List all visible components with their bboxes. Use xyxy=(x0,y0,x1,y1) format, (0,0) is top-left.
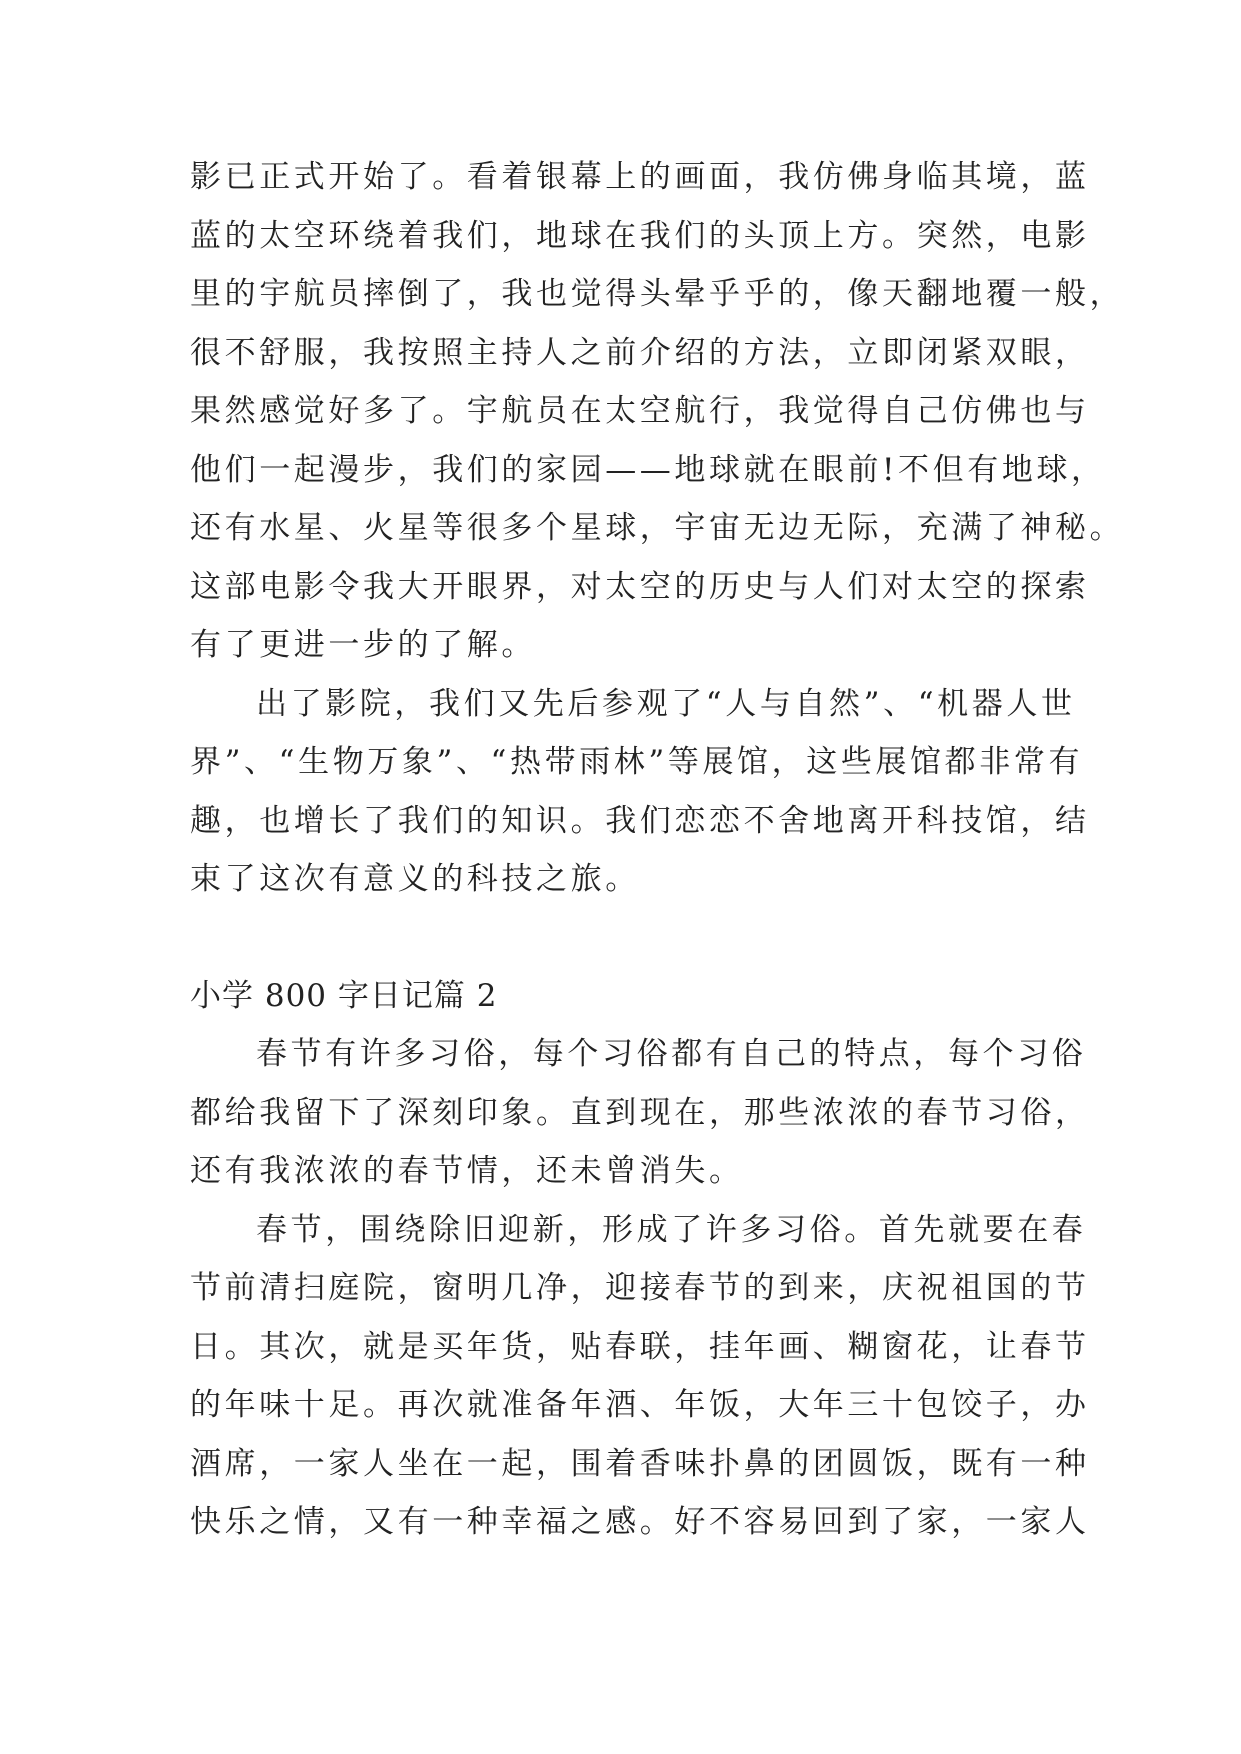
text-line: 趣，也增长了我们的知识。我们恋恋不舍地离开科技馆，结 xyxy=(190,802,1090,839)
text-line: 酒席，一家人坐在一起，围着香味扑鼻的团圆饭，既有一种 xyxy=(190,1445,1090,1482)
text-line: 出了影院，我们又先后参观了“人与自然”、“机器人世 xyxy=(256,685,1076,722)
text-line: 春节有许多习俗，每个习俗都有自己的特点，每个习俗 xyxy=(256,1036,1087,1072)
text-line: 很不舒服，我按照主持人之前介绍的方法，立即闭紧双眼， xyxy=(190,334,1090,371)
text-line: 还有水星、火星等很多个星球，宇宙无边无际，充满了神秘。 xyxy=(190,510,1125,546)
text-line: 里的宇航员摔倒了，我也觉得头晕乎乎的，像天翻地覆一般， xyxy=(190,276,1125,312)
section-gap xyxy=(190,909,1070,967)
paragraph-exhibitions xyxy=(190,675,1090,909)
text-line: 果然感觉好多了。宇航员在太空航行，我觉得自己仿佛也与 xyxy=(190,393,1090,429)
text-line: 他们一起漫步，我们的家园——地球就在眼前!不但有地球， xyxy=(190,451,1106,488)
text-line: 这部电影令我大开眼界，对太空的历史与人们对太空的探索 xyxy=(190,568,1090,605)
text-line: 的年味十足。再次就准备年酒、年饭，大年三十包饺子，办 xyxy=(190,1387,1090,1423)
text-line: 快乐之情，又有一种幸福之感。好不容易回到了家，一家人 xyxy=(190,1504,1090,1540)
text-line: 蓝的太空环绕着我们，地球在我们的头顶上方。突然，电影 xyxy=(190,217,1090,254)
text-line: 春节，围绕除旧迎新，形成了许多习俗。首先就要在春 xyxy=(256,1211,1087,1248)
text-line: 影已正式开始了。看着银幕上的画面，我仿佛身临其境，蓝 xyxy=(190,159,1090,195)
text-line: 界”、“生物万象”、“热带雨林”等展馆，这些展馆都非常有 xyxy=(190,744,1084,780)
paragraph-movie-description xyxy=(190,148,1125,675)
text-line: 还有我浓浓的春节情，还未曾消失。 xyxy=(190,1153,744,1189)
text-line: 节前清扫庭院，窗明几净，迎接春节的到来，庆祝祖国的节 xyxy=(190,1270,1090,1306)
section-heading: 小学 800 字日记篇 2 xyxy=(190,977,498,1014)
text-line: 有了更进一步的了解。 xyxy=(190,627,536,663)
text-line: 束了这次有意义的科技之旅。 xyxy=(190,861,640,897)
paragraph-spring-festival-customs xyxy=(190,1201,1090,1552)
document-page xyxy=(190,148,1125,1552)
paragraph-spring-festival-intro xyxy=(190,1025,1090,1201)
text-line: 日。其次，就是买年货，贴春联，挂年画、糊窗花，让春节 xyxy=(190,1328,1090,1365)
text-line: 都给我留下了深刻印象。直到现在，那些浓浓的春节习俗， xyxy=(190,1094,1090,1131)
